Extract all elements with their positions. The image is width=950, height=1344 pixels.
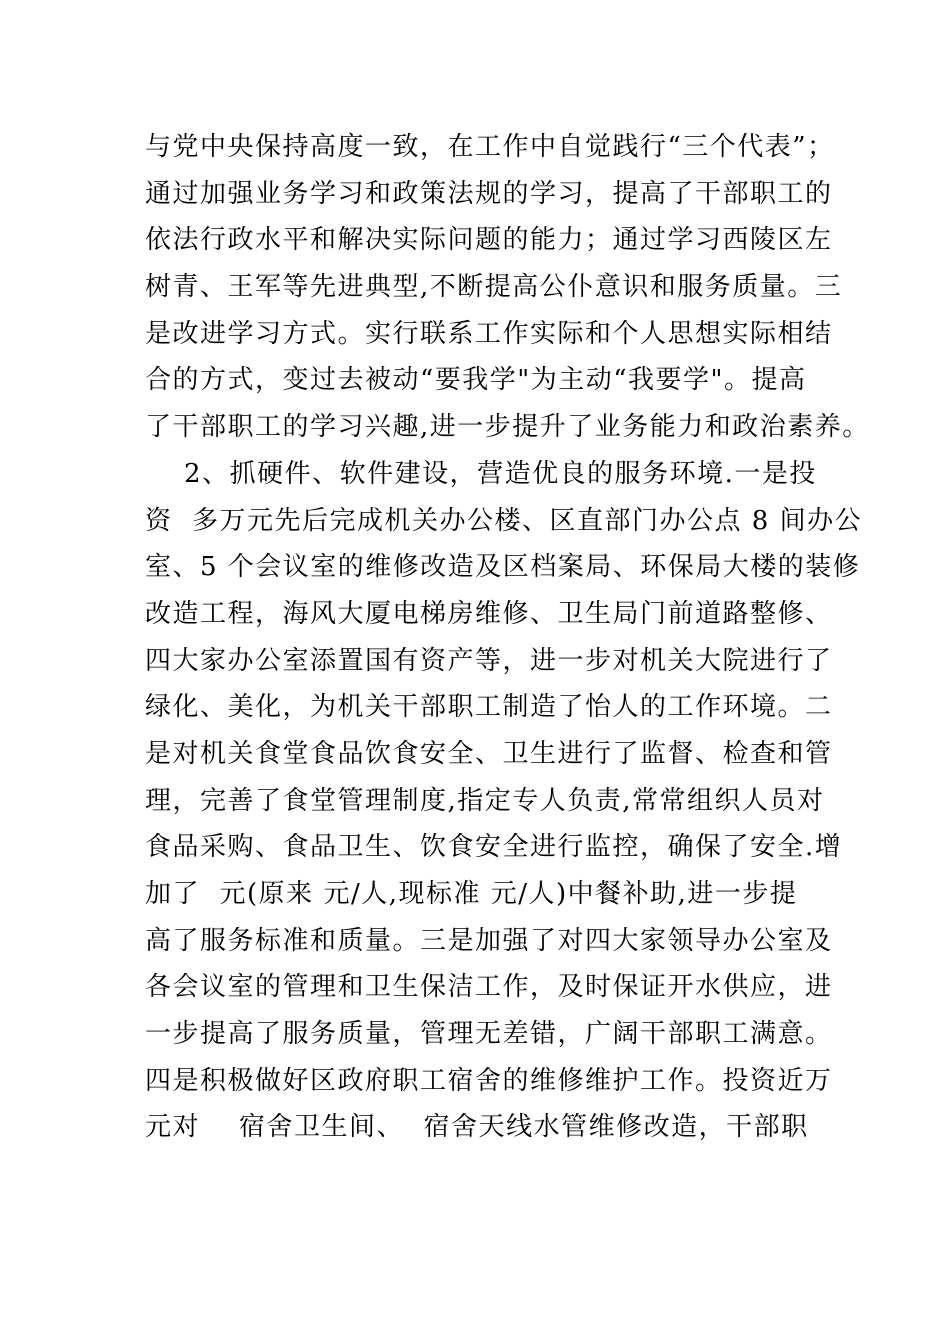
text-line: 一步提高了服务质量，管理无差错，广阔干部职工满意。 — [145, 1019, 833, 1050]
text-line: 了干部职工的学习兴趣,进一步提升了业务能力和政治素养。 — [145, 412, 870, 443]
text-line: 是对机关食堂食品饮食安全、卫生进行了监督、检查和管 — [145, 738, 833, 769]
text-line: 元对 宿舍卫生间、 宿舍天线水管维修改造，干部职 — [145, 1112, 809, 1143]
text-line: 室、5 个会议室的维修改造及区档案局、环保局大楼的装修 — [145, 552, 861, 583]
text-line: 是改进学习方式。实行联系工作实际和个人思想实际相结 — [145, 318, 833, 349]
text-line: 四大家办公室添置国有资产等，进一步对机关大院进行了 — [145, 645, 833, 676]
text-line: 高了服务标准和质量。三是加强了对四大家领导办公室及 — [145, 925, 833, 956]
text-line: 食品采购、食品卫生、饮食安全进行监控，确保了安全.增 — [145, 832, 843, 863]
text-line: 依法行政水平和解决实际问题的能力；通过学习西陵区左 — [145, 225, 833, 256]
text-line: 各会议室的管理和卫生保洁工作，及时保证开水供应，进 — [145, 972, 833, 1003]
text-line: 树青、王军等先进典型,不断提高公仆意识和服务质量。三 — [145, 272, 843, 303]
text-line: 资 多万元先后完成机关办公楼、区直部门办公点 8 间办公 — [145, 505, 863, 536]
text-line: 四是积极做好区政府职工宿舍的维修维护工作。投资近万 — [145, 1065, 833, 1096]
text-line: 改造工程，海风大厦电梯房维修、卫生局门前道路整修、 — [145, 598, 833, 629]
text-line: 与党中央保持高度一致，在工作中自觉践行“三个代表”； — [145, 132, 835, 162]
text-line: 绿化、美化，为机关干部职工制造了怡人的工作环境。二 — [145, 692, 833, 723]
text-line: 合的方式，变过去被动“要我学"为主动“我要学"。提高 — [145, 365, 807, 396]
body-text — [145, 124, 870, 1151]
text-line: 理，完善了食堂管理制度,指定专人负责,常常组织人员对 — [145, 785, 825, 816]
paragraph-start-line: 2、抓硬件、软件建设，营造优良的服务环境.一是投 — [145, 458, 817, 489]
text-line: 加了 元(原来 元/人,现标准 元/人)中餐补助,进一步提 — [145, 879, 798, 909]
text-line: 通过加强业务学习和政策法规的学习，提高了干部职工的 — [145, 178, 833, 209]
